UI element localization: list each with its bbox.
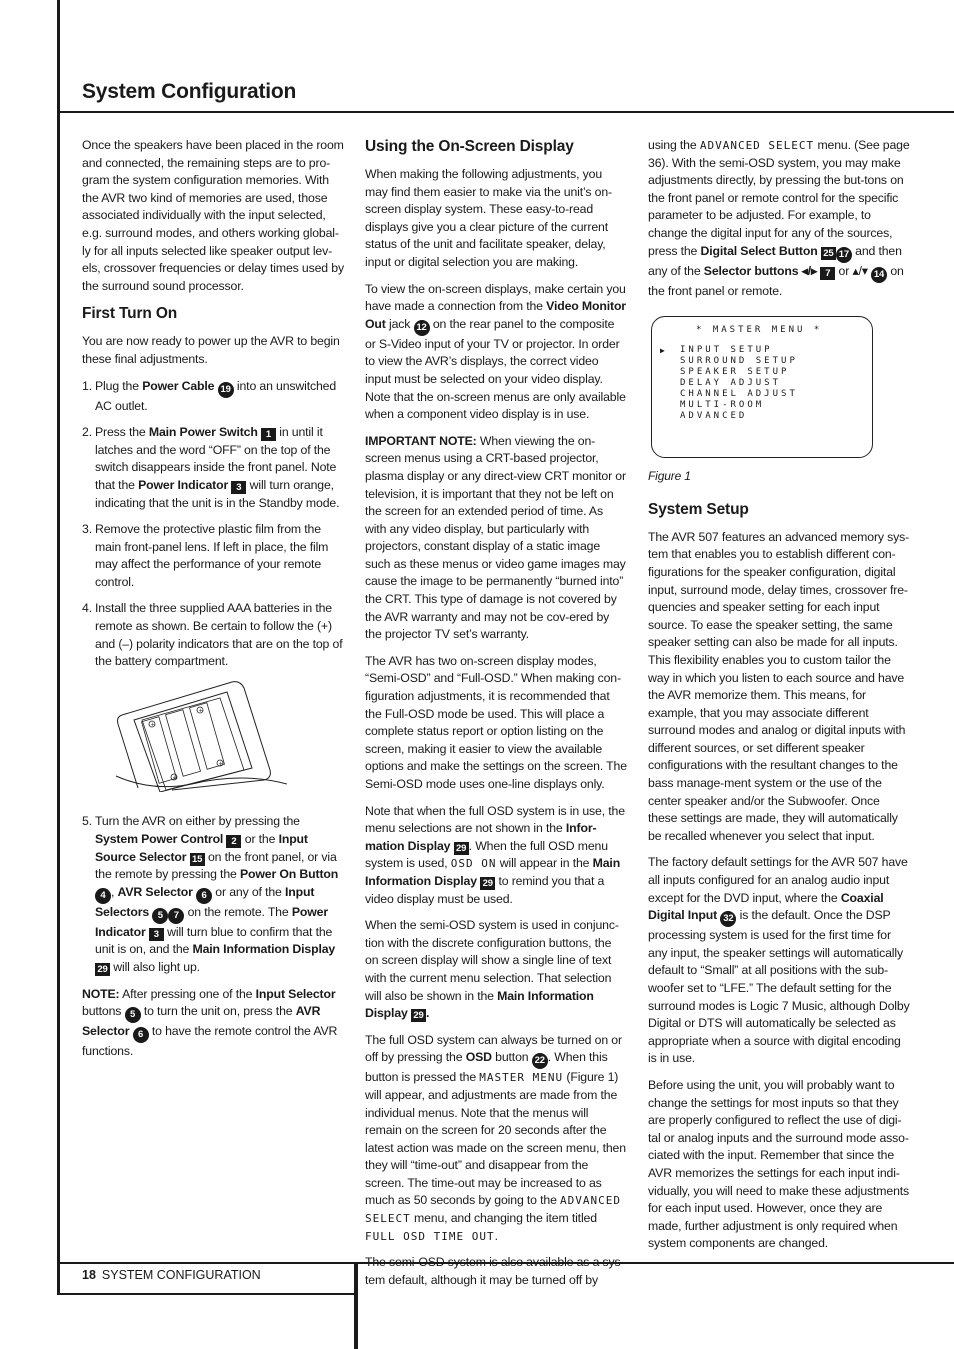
system-setup-paragraph-3: Before using the unit, you will probably want to change the settings for most inputs so that they are properly configured to reflect the use of digi-tal or analog inputs and the surround mode asso-ciated with the input. Remember that since the AVR memorizes the settings for each input indi-vidually, you will need to make these adjustments for each input used. However, once they are made, further adjustment is only required when system components are changed. xyxy=(648,1077,910,1251)
callout-12: 12 xyxy=(414,320,430,336)
power-indicator-ref-2: Power Indicator xyxy=(95,904,328,939)
full-osd-time-out-text: FULL OSD TIME OUT xyxy=(365,1229,495,1243)
intro-paragraph: Once the speakers have been placed in the room and connected, the remaining steps are to pro-gram the system configuration memories. With the AVR two kind of memories are used, those associated individually with the input selected, e.g. surround modes, and others working global-ly for all inputs selected like speaker output lev-els, crossover frequencies or delay times used by the surround sound processor. xyxy=(82,138,344,293)
column-3 xyxy=(648,137,912,1262)
osd-button-ref: OSD xyxy=(465,1050,492,1065)
using-osd-heading: Using the On-Screen Display xyxy=(365,138,574,155)
system-setup-paragraph-2: The factory default settings for the AVR 507 have all inputs configured for an analog audio input except for the DVD input, where the Coaxial Digital Input 32 is the default. Once the DSP processing system is used for the first time for any input, the speaker settings will automatically default to “Small” at all positions with the sub-woofer set to “LFE.” The default setting for the surround modes is Logic 7 Music, although Dolby Digital or DTS will automatically be selected as appropriate when a source with digital encoding is in use. xyxy=(648,855,910,1066)
first-turn-on-steps xyxy=(82,378,344,671)
callout-1: 1 xyxy=(261,428,276,441)
input-selectors-ref: Input Selectors xyxy=(95,884,315,919)
callout-25: 25 xyxy=(821,247,836,260)
important-note-label: IMPORTANT NOTE: xyxy=(365,433,477,448)
system-setup-paragraph-1: The AVR 507 features an advanced memory sys-tem that enables you to establish different con-figurations for the speaker configuration, digital input, surround mode, delay times, crossover fre-quencies and speaker setting for each input source. To ease the speaker setting, the same speaker setting can also be made for all inputs. This flexibility enables you to custom tailor the way in which you listen to each source and have the AVR memorize them. This means, for example, that you may associate different surround modes and analog or digital inputs with different sources, or set different speaker configurations with the resultant changes to the bass manage-ment system or the use of the center speaker and/or the Subwoofer. Once these settings are made, they will automatically be recalled whenever you select that input. xyxy=(648,529,910,843)
page-title: System Configuration xyxy=(82,80,297,103)
osd-paragraph-2: To view the on-screen displays, make certain you have made a connection from the Video Monitor Out jack 12 on the rear panel to the composite or S-Video input of your TV or projector. In order to view the AVR’s displays, the correct video input must be selected on your video display. Note that the on-screen menus are only available when a component video display is in use. xyxy=(365,281,626,422)
callout-29: 29 xyxy=(95,963,110,976)
note-paragraph: NOTE: After pressing one of the Input Selector buttons 5 to turn the unit on, press the AVR Selector 6 to have the remote control the AVR functions. xyxy=(82,986,338,1059)
avr-selector-ref-2: AVR Selector xyxy=(82,1004,321,1039)
up-down-arrows-icon: ▴/▾ xyxy=(852,263,868,278)
power-cable-ref: Power Cable xyxy=(142,378,215,393)
callout-3b: 3 xyxy=(149,928,164,941)
title-rule xyxy=(57,111,954,113)
main-power-switch-ref: Main Power Switch xyxy=(148,425,258,440)
master-menu-items xyxy=(680,345,798,422)
important-note-paragraph: IMPORTANT NOTE: When viewing the on-screen menus using a CRT-based projector, plasma display or any direct-view CRT monitor or television, it is important that they not be left on the screen for an extended period of time. As with any video display, but particularly with projectors, constant display of a static image such as these menus or video game images may cause the image to be permanently “burned into” the CRT. This type of damage is not covered by the AVR warranty and may not be cov-ered by the projector TV set’s warranty. xyxy=(365,433,626,642)
svg-text:+: + xyxy=(172,774,177,781)
step-4: 4. Install the three supplied AAA batteries in the remote as shown. Be certain to follow the (+) and (–) polarity indicators that are on the top of the battery compartment. xyxy=(82,601,343,669)
svg-text:+: + xyxy=(150,721,155,728)
input-source-selector-ref: Input Source Selector xyxy=(95,832,308,864)
step-1: 1. Plug the Power Cable 19 into an unswitched AC outlet. xyxy=(82,378,337,413)
digital-select-button-ref: Digital Select Button xyxy=(700,243,818,258)
callout-7: 7 xyxy=(168,908,184,924)
master-menu-text: MASTER MENU xyxy=(479,1071,564,1085)
callout-14: 14 xyxy=(871,267,887,283)
callout-5: 5 xyxy=(152,908,168,924)
left-right-arrows-icon: ◂/▸ xyxy=(801,263,817,278)
menu-item-delay-adjust: DELAY ADJUST xyxy=(680,378,782,389)
step-2: 2. Press the Main Power Switch 1 in until it latches and the word “OFF” on the top of the switch disappears inside the front panel. Note that the Power Indicator 3 will turn orange, indicating that the unit is in the Standby mode. xyxy=(82,425,340,510)
step-3: 3. Remove the protective plastic film from the main front-panel lens. If left in place, the film may affect the performance of your remote control. xyxy=(82,522,329,589)
first-turn-on-intro: You are now ready to power up the AVR to begin these final adjustments. xyxy=(82,334,340,366)
master-menu-title: * MASTER MENU * xyxy=(696,325,823,336)
first-turn-on-steps-continued xyxy=(82,813,344,976)
system-setup-heading: System Setup xyxy=(648,500,749,518)
callout-3: 3 xyxy=(231,481,246,494)
callout-4: 4 xyxy=(95,888,111,904)
remote-battery-drawing xyxy=(112,680,287,792)
avr-selector-ref: AVR Selector xyxy=(117,884,193,899)
menu-item-advanced: ADVANCED xyxy=(680,411,748,422)
semi-osd-default-paragraph: The semi-OSD system is also available as a sys-tem default, although it may be turned off by xyxy=(365,1255,625,1287)
advanced-select-text: ADVANCED SELECT xyxy=(365,1194,622,1226)
callout-6: 6 xyxy=(196,888,212,904)
input-selector-ref: Input Selector xyxy=(255,986,336,1001)
system-power-control-ref: System Power Control xyxy=(95,832,224,847)
coaxial-digital-input-ref: Coaxial Digital Input xyxy=(648,890,884,923)
callout-15: 15 xyxy=(190,853,205,866)
svg-text:+: + xyxy=(198,707,203,714)
semi-osd-continued-paragraph: using the ADVANCED SELECT menu. (See page 36). With the semi-OSD system, you may make adjustments directly, by pressing the but-tons on the front panel or remote control for the specific parameter to be adjusted. For example, to change the digital input for any of the sources, press the Digital Select Button 25 17 and then any of the Selector buttons ◂/▸ 7 or ▴/▾ 14 on the front panel or remote. xyxy=(648,138,910,298)
menu-item-input-setup: INPUT SETUP xyxy=(680,345,773,356)
callout-7b: 7 xyxy=(820,267,835,280)
selector-buttons-ref: Selector buttons xyxy=(703,263,799,278)
battery-compartment-illustration xyxy=(112,680,344,798)
footer-underline xyxy=(57,1293,357,1295)
main-information-display-ref: Main Information Display xyxy=(192,942,336,957)
main-information-display-ref-3: Main Information Display xyxy=(365,988,594,1021)
note-label: NOTE: xyxy=(82,986,120,1001)
page-footer xyxy=(82,1268,261,1282)
osd-on-text: OSD ON xyxy=(450,857,497,871)
menu-item-speaker-setup: SPEAKER SETUP xyxy=(680,367,790,378)
advanced-select-text-2: ADVANCED SELECT xyxy=(699,139,815,152)
menu-item-surround-setup: SURROUND SETUP xyxy=(680,356,798,367)
figure-caption: Figure 1 xyxy=(648,469,691,484)
callout-29b: 29 xyxy=(454,842,469,855)
svg-text:+: + xyxy=(218,760,223,767)
master-menu-osd-figure xyxy=(651,316,873,458)
menu-item-multi-room: MULTI-ROOM xyxy=(680,400,765,411)
footer-vertical-rule xyxy=(354,1262,358,1349)
semi-osd-paragraph: When the semi-OSD system is used in conjunc-tion with the discrete configuration buttons, the on screen display will show a single line of text with the current menu selection. That selection will also be shown in the Main Information Display 29 . xyxy=(365,918,619,1022)
osd-button-paragraph: The full OSD system can always be turned on or off by pressing the OSD button 22 . When this button is pressed the MASTER MENU (Figure 1) will appear, and adjustments are made from the individual menus. Note that the menus will remain on the screen for 20 seconds after the latest action was made on the screen menu, then they will “time-out” and disappear from the screen. The time-out may be increased to as much as 50 seconds by going to the ADVANCED SELECT menu, and changing the item titled FULL OSD TIME OUT. xyxy=(365,1032,626,1243)
callout-32: 32 xyxy=(720,911,736,927)
callout-19: 19 xyxy=(218,382,234,398)
osd-paragraph-1: When making the following adjustments, you may find them easier to make via the unit’s on-screen display system. These easy-to-read displays give you a clear picture of the current status of the unit and facilitate speaker, delay, input or digital selection you are making. xyxy=(365,167,612,269)
power-indicator-ref: Power Indicator xyxy=(138,477,229,492)
page-number: 18 xyxy=(82,1268,96,1282)
menu-cursor-icon: ▶ xyxy=(660,346,668,356)
full-osd-paragraph: Note that when the full OSD system is in use, the menu selections are not shown in the Infor-mation Display 29 . When the full OSD menu system is used, OSD ON will appear in the Main Information Display 29 to remind you that a video display must be used. xyxy=(365,803,625,906)
column-2 xyxy=(365,137,627,1298)
video-monitor-out-ref: Video Monitor Out xyxy=(365,299,626,331)
power-on-button-ref: Power On Button xyxy=(239,867,339,882)
callout-5b: 5 xyxy=(125,1007,141,1023)
first-turn-on-heading: First Turn On xyxy=(82,305,178,323)
information-display-ref: Infor-mation Display xyxy=(365,821,597,853)
callout-17: 17 xyxy=(836,247,852,263)
osd-modes-paragraph: The AVR has two on-screen display modes, “Semi-OSD” and “Full-OSD.” When making con-figuration adjustments, it is recommended that the Full-OSD mode be used. This will place a complete status report or option listing on the screen, making it easier to view the available options and make the settings on the screen. The Semi-OSD mode uses one-line displays only. xyxy=(365,653,627,791)
column-1 xyxy=(82,137,344,1070)
callout-29d: 29 xyxy=(411,1009,426,1022)
callout-2: 2 xyxy=(226,835,241,848)
callout-6b: 6 xyxy=(133,1027,149,1043)
callout-29c: 29 xyxy=(480,877,495,890)
footer-section-label: SYSTEM CONFIGURATION xyxy=(101,1268,261,1282)
step-5: 5. Turn the AVR on either by pressing the System Power Control 2 or the Input Source Selector 15 on the front panel, or via the remote by pressing the Power On Button 4 , AVR Selector 6 or any of the Input Selectors 5 7 on the remote. The Power Indicator 3 will turn blue to confirm that the unit is on, and the Main Information Display 29 will also light up. xyxy=(82,814,339,975)
left-vertical-rule xyxy=(57,0,60,1295)
main-information-display-ref-2: Main Information Display xyxy=(365,856,621,888)
callout-22: 22 xyxy=(532,1053,548,1069)
menu-item-channel-adjust: CHANNEL ADJUST xyxy=(680,389,798,400)
